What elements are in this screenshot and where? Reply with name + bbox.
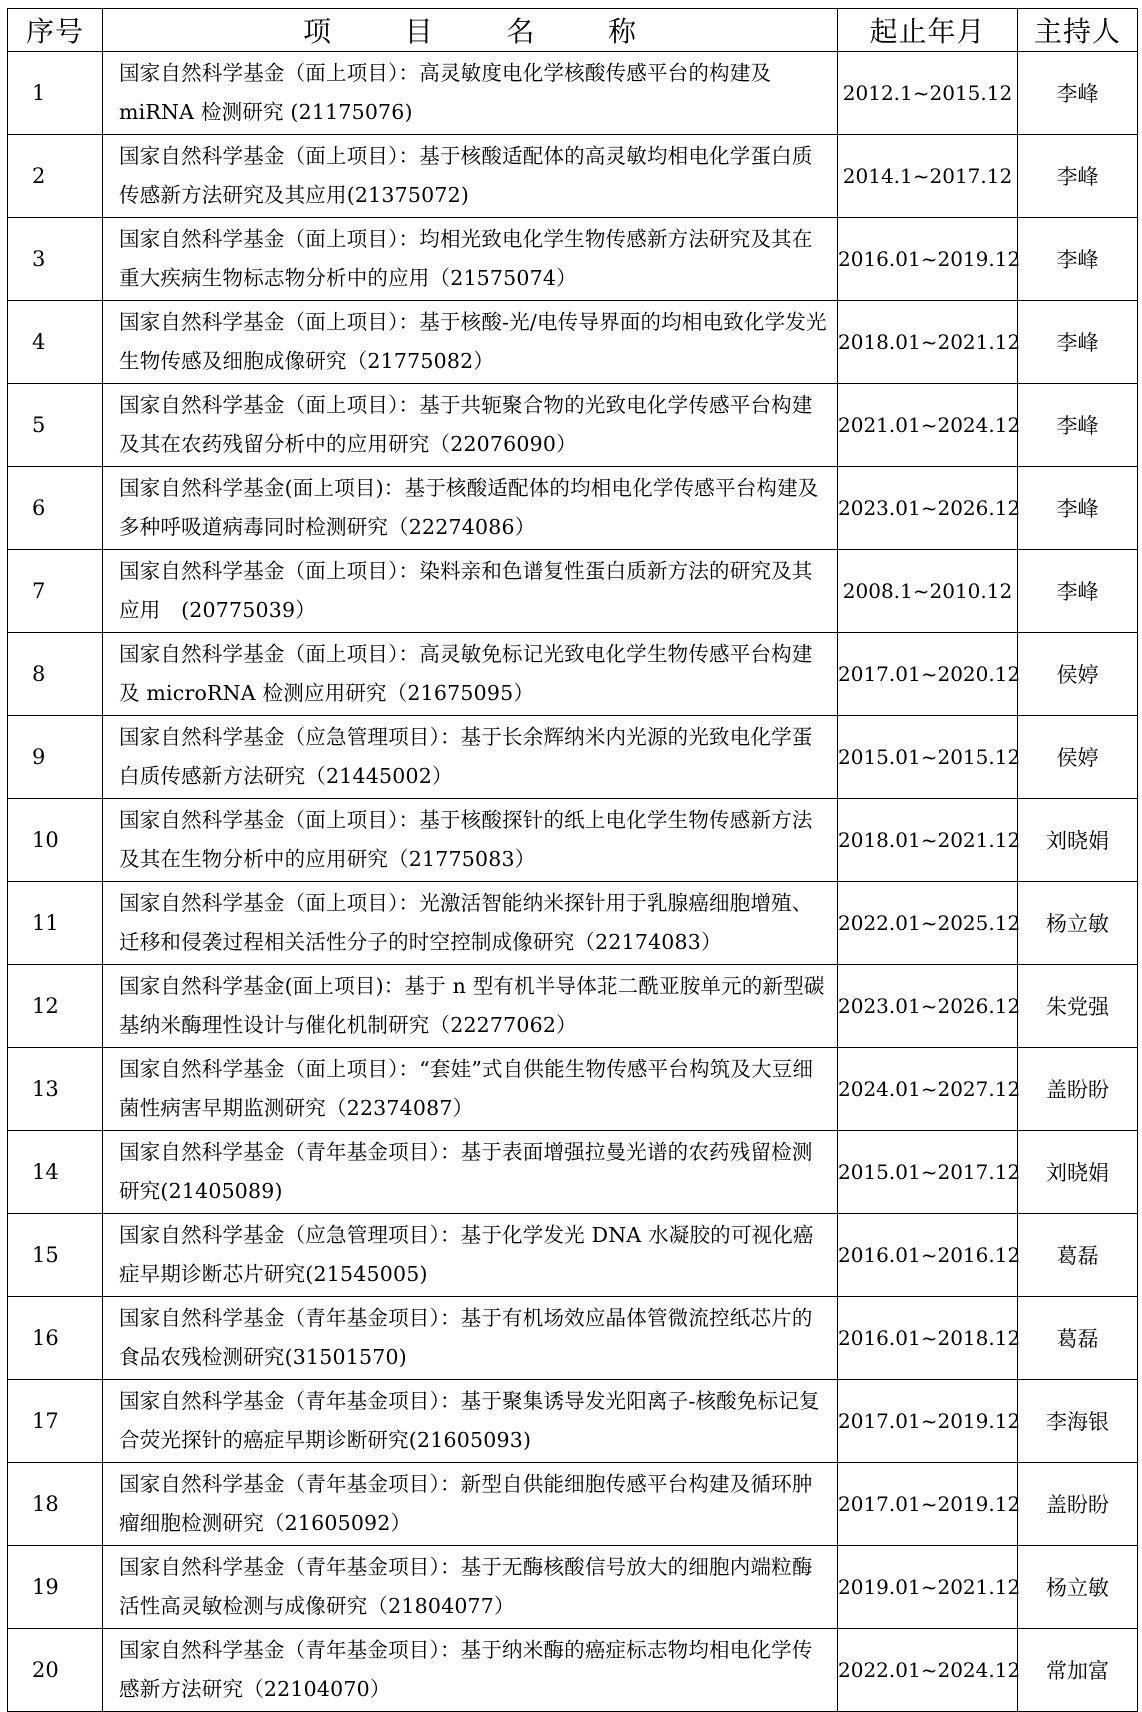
row-project-title-cell: 国家自然科学基金（面上项目）：基于核酸-光/电传导界面的均相电致化学发光生物传感及细胞成像研究（21775082） — [103, 301, 838, 384]
grant-table — [7, 8, 1138, 1712]
table-row — [8, 1546, 1138, 1629]
header-project-name-chars — [103, 10, 837, 50]
row-period-cell: 2017.01~2019.12 — [838, 1380, 1018, 1463]
header-period: 起止年月 — [838, 9, 1018, 52]
table-row — [8, 1131, 1138, 1214]
row-pi-cell: 葛磊 — [1018, 1297, 1138, 1380]
row-seq-cell: 6 — [8, 467, 103, 550]
row-pi-cell: 李峰 — [1018, 135, 1138, 218]
table-row — [8, 716, 1138, 799]
row-period-cell: 2023.01~2026.12 — [838, 965, 1018, 1048]
row-period-cell: 2014.1~2017.12 — [838, 135, 1018, 218]
row-seq-cell: 12 — [8, 965, 103, 1048]
row-period-cell: 2019.01~2021.12 — [838, 1546, 1018, 1629]
row-period-cell: 2017.01~2019.12 — [838, 1463, 1018, 1546]
row-seq-cell: 4 — [8, 301, 103, 384]
row-project-title-cell: 国家自然科学基金（面上项目）：光激活智能纳米探针用于乳腺癌细胞增殖、迁移和侵袭过程相关活性分子的时空控制成像研究（22174083） — [103, 882, 838, 965]
header-project-name-char: 项 — [303, 15, 333, 48]
row-seq-cell: 20 — [8, 1629, 103, 1712]
row-pi-cell: 杨立敏 — [1018, 882, 1138, 965]
row-pi-cell: 盖盼盼 — [1018, 1463, 1138, 1546]
row-project-title-cell: 国家自然科学基金（面上项目）：基于核酸适配体的高灵敏均相电化学蛋白质传感新方法研究及其应用(21375072) — [103, 135, 838, 218]
table-row — [8, 1297, 1138, 1380]
table-row — [8, 384, 1138, 467]
row-project-title-cell: 国家自然科学基金（青年基金项目）：基于聚集诱导发光阳离子-核酸免标记复合荧光探针的癌症早期诊断研究(21605093) — [103, 1380, 838, 1463]
row-pi-cell: 葛磊 — [1018, 1214, 1138, 1297]
header-project-name-char: 称 — [607, 15, 637, 48]
header-project-name-char: 目 — [404, 15, 434, 48]
row-project-title-cell: 国家自然科学基金（面上项目）：高灵敏度电化学核酸传感平台的构建及 miRNA 检测研究 (21175076) — [103, 52, 838, 135]
row-period-cell: 2024.01~2027.12 — [838, 1048, 1018, 1131]
row-pi-cell: 杨立敏 — [1018, 1546, 1138, 1629]
row-seq-cell: 17 — [8, 1380, 103, 1463]
row-pi-cell: 侯婷 — [1018, 633, 1138, 716]
row-project-title-cell: 国家自然科学基金(面上项目)：基于核酸适配体的均相电化学传感平台构建及多种呼吸道病毒同时检测研究（22274086） — [103, 467, 838, 550]
table-row — [8, 965, 1138, 1048]
row-pi-cell: 李峰 — [1018, 301, 1138, 384]
table-row — [8, 1380, 1138, 1463]
row-project-title-cell: 国家自然科学基金（青年基金项目）：基于有机场效应晶体管微流控纸芯片的食品农残检测研究(31501570) — [103, 1297, 838, 1380]
row-seq-cell: 14 — [8, 1131, 103, 1214]
header-project-name-char: 名 — [506, 15, 536, 48]
table-row — [8, 52, 1138, 135]
header-pi: 主持人 — [1018, 9, 1138, 52]
header-seq: 序号 — [8, 9, 103, 52]
row-project-title-cell: 国家自然科学基金（面上项目）：均相光致电化学生物传感新方法研究及其在重大疾病生物标志物分析中的应用（21575074） — [103, 218, 838, 301]
table-row — [8, 1629, 1138, 1712]
table-row — [8, 1214, 1138, 1297]
row-pi-cell: 李峰 — [1018, 550, 1138, 633]
table-header — [8, 9, 1138, 52]
row-period-cell: 2018.01~2021.12 — [838, 799, 1018, 882]
row-period-cell: 2021.01~2024.12 — [838, 384, 1018, 467]
row-seq-cell: 3 — [8, 218, 103, 301]
row-period-cell: 2008.1~2010.12 — [838, 550, 1018, 633]
row-project-title-cell: 国家自然科学基金（面上项目）：“套娃”式自供能生物传感平台构筑及大豆细菌性病害早期监测研究（22374087） — [103, 1048, 838, 1131]
row-pi-cell: 朱党强 — [1018, 965, 1138, 1048]
row-pi-cell: 盖盼盼 — [1018, 1048, 1138, 1131]
row-period-cell: 2022.01~2024.12 — [838, 1629, 1018, 1712]
row-project-title-cell: 国家自然科学基金（应急管理项目）：基于长余辉纳米内光源的光致电化学蛋白质传感新方法研究（21445002） — [103, 716, 838, 799]
table-row — [8, 218, 1138, 301]
row-seq-cell: 10 — [8, 799, 103, 882]
row-period-cell: 2015.01~2017.12 — [838, 1131, 1018, 1214]
table-row — [8, 633, 1138, 716]
row-seq-cell: 18 — [8, 1463, 103, 1546]
row-period-cell: 2012.1~2015.12 — [838, 52, 1018, 135]
row-project-title-cell: 国家自然科学基金（面上项目）：基于核酸探针的纸上电化学生物传感新方法及其在生物分析中的应用研究（21775083） — [103, 799, 838, 882]
row-project-title-cell: 国家自然科学基金（面上项目）：染料亲和色谱复性蛋白质新方法的研究及其应用 (20775039） — [103, 550, 838, 633]
row-pi-cell: 李峰 — [1018, 467, 1138, 550]
row-pi-cell: 李海银 — [1018, 1380, 1138, 1463]
table-row — [8, 135, 1138, 218]
table-row — [8, 467, 1138, 550]
row-pi-cell: 李峰 — [1018, 384, 1138, 467]
table-body — [8, 52, 1138, 1712]
row-period-cell: 2017.01~2020.12 — [838, 633, 1018, 716]
row-seq-cell: 2 — [8, 135, 103, 218]
row-seq-cell: 13 — [8, 1048, 103, 1131]
table-row — [8, 1048, 1138, 1131]
row-project-title-cell: 国家自然科学基金（面上项目）：基于共轭聚合物的光致电化学传感平台构建及其在农药残留分析中的应用研究（22076090） — [103, 384, 838, 467]
row-pi-cell: 刘晓娟 — [1018, 1131, 1138, 1214]
row-seq-cell: 19 — [8, 1546, 103, 1629]
row-period-cell: 2016.01~2018.12 — [838, 1297, 1018, 1380]
row-period-cell: 2016.01~2016.12 — [838, 1214, 1018, 1297]
row-period-cell: 2022.01~2025.12 — [838, 882, 1018, 965]
row-pi-cell: 李峰 — [1018, 52, 1138, 135]
row-period-cell: 2016.01~2019.12 — [838, 218, 1018, 301]
row-pi-cell: 侯婷 — [1018, 716, 1138, 799]
row-project-title-cell: 国家自然科学基金(面上项目)：基于 n 型有机半导体苝二酰亚胺单元的新型碳基纳米酶理性设计与催化机制研究（22277062） — [103, 965, 838, 1048]
row-seq-cell: 9 — [8, 716, 103, 799]
row-project-title-cell: 国家自然科学基金（应急管理项目）：基于化学发光 DNA 水凝胶的可视化癌症早期诊断芯片研究(21545005) — [103, 1214, 838, 1297]
row-pi-cell: 刘晓娟 — [1018, 799, 1138, 882]
row-project-title-cell: 国家自然科学基金（青年基金项目）：基于无酶核酸信号放大的细胞内端粒酶活性高灵敏检测与成像研究（21804077） — [103, 1546, 838, 1629]
row-seq-cell: 8 — [8, 633, 103, 716]
row-seq-cell: 5 — [8, 384, 103, 467]
row-period-cell: 2023.01~2026.12 — [838, 467, 1018, 550]
header-row — [8, 9, 1138, 52]
row-period-cell: 2018.01~2021.12 — [838, 301, 1018, 384]
row-seq-cell: 16 — [8, 1297, 103, 1380]
row-project-title-cell: 国家自然科学基金（青年基金项目）：基于纳米酶的癌症标志物均相电化学传感新方法研究（22104070） — [103, 1629, 838, 1712]
row-project-title-cell: 国家自然科学基金（青年基金项目）：基于表面增强拉曼光谱的农药残留检测研究(21405089) — [103, 1131, 838, 1214]
row-project-title-cell: 国家自然科学基金（青年基金项目）：新型自供能细胞传感平台构建及循环肿瘤细胞检测研究（21605092） — [103, 1463, 838, 1546]
row-pi-cell: 常加富 — [1018, 1629, 1138, 1712]
row-period-cell: 2015.01~2015.12 — [838, 716, 1018, 799]
row-seq-cell: 15 — [8, 1214, 103, 1297]
row-seq-cell: 1 — [8, 52, 103, 135]
row-seq-cell: 7 — [8, 550, 103, 633]
row-seq-cell: 11 — [8, 882, 103, 965]
table-row — [8, 301, 1138, 384]
table-row — [8, 1463, 1138, 1546]
row-project-title-cell: 国家自然科学基金（面上项目）：高灵敏免标记光致电化学生物传感平台构建及 microRNA 检测应用研究（21675095） — [103, 633, 838, 716]
header-project-name — [103, 9, 838, 52]
row-pi-cell: 李峰 — [1018, 218, 1138, 301]
table-row — [8, 799, 1138, 882]
table-row — [8, 550, 1138, 633]
table-row — [8, 882, 1138, 965]
